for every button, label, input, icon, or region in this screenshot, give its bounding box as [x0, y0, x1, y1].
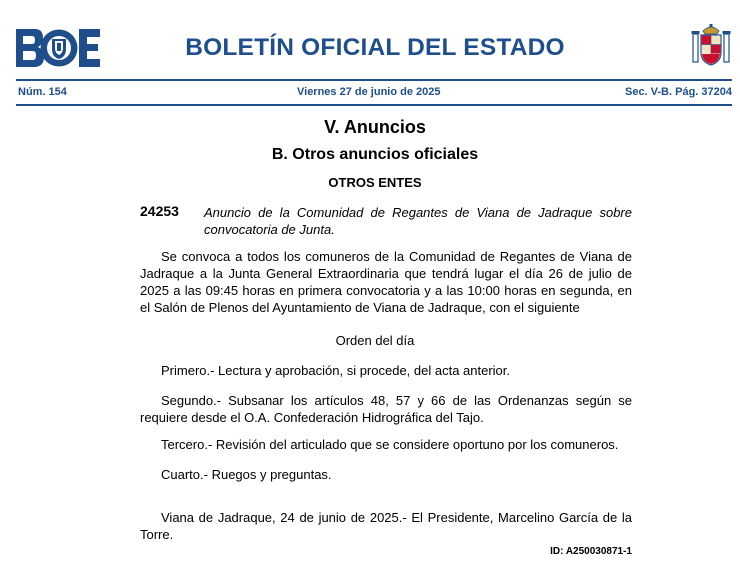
coat-of-arms-icon — [690, 22, 732, 68]
entity-heading: OTROS ENTES — [328, 175, 422, 190]
gazette-title: BOLETÍN OFICIAL DEL ESTADO — [185, 34, 565, 61]
section-page: Sec. V-B. Pág. 37204 — [624, 86, 732, 98]
section-heading: V. Anuncios — [324, 117, 426, 137]
agenda-item: Primero.- Lectura y aprobación, si procede, del acta anterior. — [161, 363, 511, 378]
agenda-item: Tercero.- Revisión del articulado que se considere oportuno por los comuneros. — [161, 437, 619, 452]
agenda-item: Cuarto.- Ruegos y preguntas. — [161, 467, 332, 482]
document-id: ID: A250030871-1 — [550, 546, 632, 557]
announcement-summary: Anuncio de la Comunidad de Regantes de Viana de Jadraque sobre convocatoria de Junta. — [204, 205, 632, 237]
intro-paragraph: Se convoca a todos los comuneros de la Comunidad de Regantes de Viana de Jadraque a la Junta General Extraordinaria que tendrá lugar el día 26 de julio de 2025 a las 09:45 horas en primera convocatoria y a las 10:00 horas en segunda, en el Salón de Plenos del Ayuntamiento de Viana de Jadraque, con el siguiente — [140, 249, 632, 315]
announcement-number: 24253 — [140, 203, 179, 219]
issue-date: Viernes 27 de junio de 2025 — [297, 86, 441, 98]
issue-number: Núm. 154 — [18, 86, 67, 98]
agenda-item: Segundo.- Subsanar los artículos 48, 57 y 66 de las Ordenanzas según se requiere desde el O.A. Confederación Hidrográfica del Tajo. — [140, 393, 632, 425]
boe-logo — [16, 29, 100, 67]
subsection-heading: B. Otros anuncios oficiales — [271, 146, 479, 163]
header-top-rule — [16, 79, 732, 81]
closing-signature: Viana de Jadraque, 24 de junio de 2025.- El Presidente, Marcelino García de la Torre. — [140, 510, 632, 542]
agenda-title: Orden del día — [335, 333, 415, 348]
header-bottom-rule — [16, 104, 732, 106]
